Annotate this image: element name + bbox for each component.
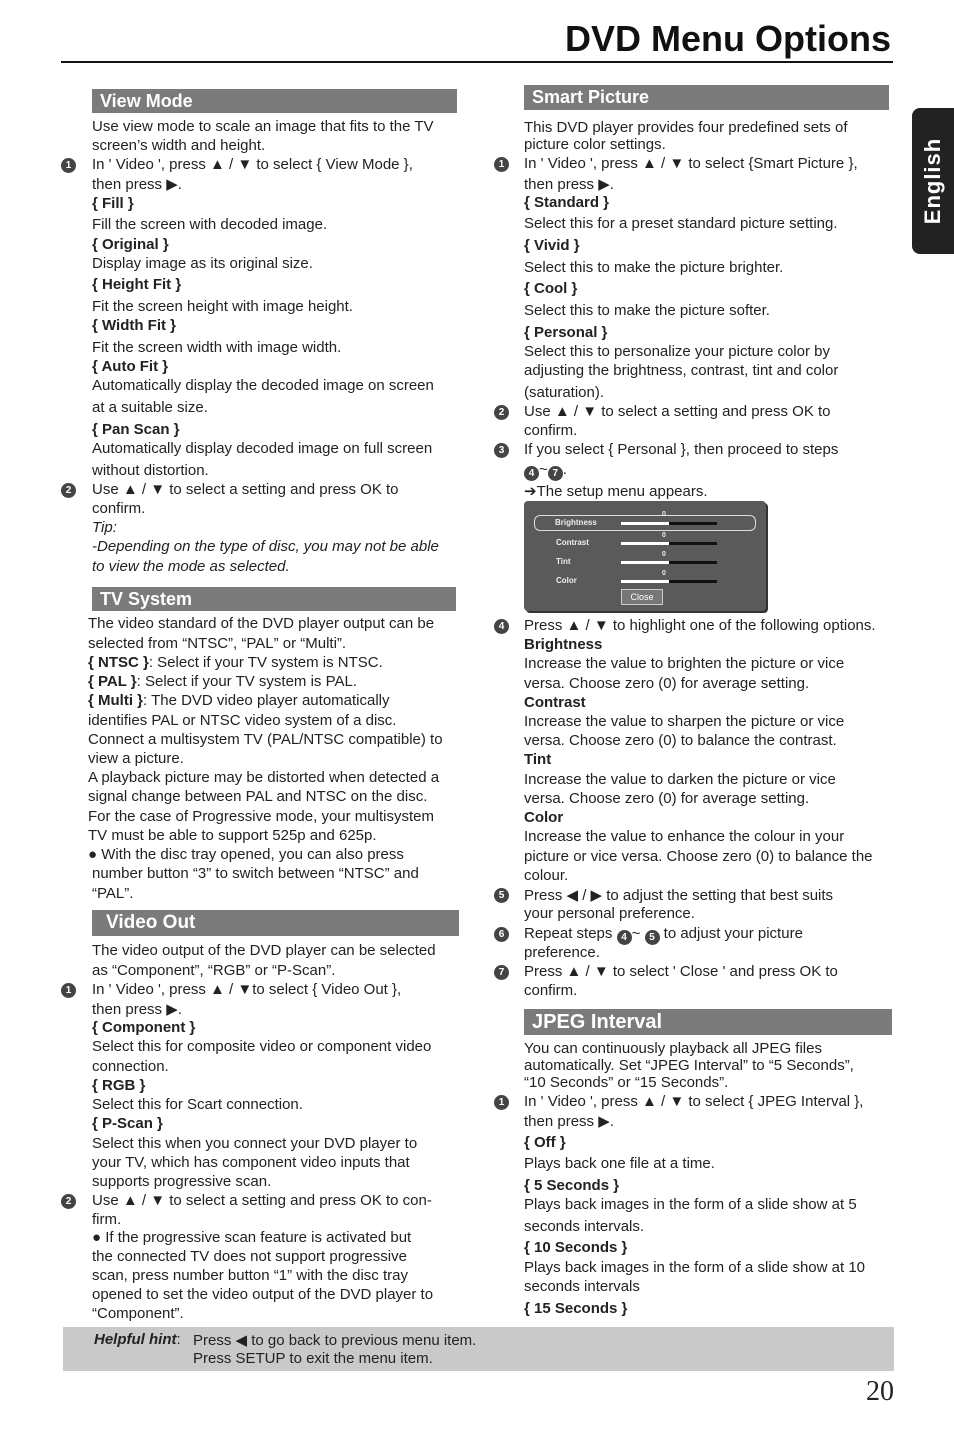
setting-color-desc-2: picture or vice versa. Choose zero (0) to balance the [524, 848, 873, 865]
video-out-step1-2: then press ▶. [92, 1001, 182, 1018]
option-auto-fit: { Auto Fit } [92, 358, 169, 375]
smart-picture-osd [524, 501, 766, 611]
video-out-step2-1: Use ▲ / ▼ to select a setting and press OK to con- [92, 1192, 432, 1209]
option-auto-fit-desc-2: at a suitable size. [92, 399, 208, 416]
page-title: DVD Menu Options [565, 18, 891, 59]
option-5-seconds-desc-2: seconds intervals. [524, 1218, 645, 1235]
tip-text-2: to view the mode as selected. [92, 558, 290, 575]
tv-system-line-3: { NTSC }: Select if your TV system is NTSC. [88, 654, 383, 671]
step-ref-4: 4 [617, 930, 632, 945]
tip-text-1: -Depending on the type of disc, you may not be able [92, 538, 439, 555]
setting-contrast: Contrast [524, 694, 586, 711]
option-pan-scan-desc-2: without distortion. [92, 462, 209, 479]
osd-bar-brightness [621, 522, 717, 525]
setting-contrast-desc-2: versa. Choose zero (0) to balance the contrast. [524, 732, 837, 749]
setting-contrast-desc-1: Increase the value to sharpen the picture or vice [524, 713, 845, 730]
osd-value-color: 0 [662, 570, 666, 577]
tv-system-line-2: selected from “NTSC”, “PAL” or “Multi”. [88, 635, 347, 652]
smart-picture-step2-2: confirm. [524, 422, 578, 439]
option-10-seconds-desc-1: Plays back images in the form of a slide show at 10 [524, 1259, 866, 1276]
step-number-2: 2 [494, 405, 509, 420]
option-10-seconds: { 10 Seconds } [524, 1239, 628, 1256]
smart-picture-step3-2: 4 ~ 7 . [524, 461, 567, 481]
tv-system-line-7: Connect a multisystem TV (PAL/NTSC compatible) to [88, 731, 443, 748]
option-personal-desc-1: Select this to personalize your picture color by [524, 343, 830, 360]
option-standard: { Standard } [524, 194, 610, 211]
step-number-6: 6 [494, 927, 509, 942]
tv-system-line-13: ● With the disc tray opened, you can also press [88, 846, 404, 863]
helpful-hint-line-2: Press SETUP to exit the menu item. [193, 1350, 433, 1367]
helpful-hint-label: Helpful hint: [94, 1331, 181, 1348]
option-rgb: { RGB } [92, 1077, 146, 1094]
step-number-7: 7 [494, 965, 509, 980]
option-auto-fit-desc-1: Automatically display the decoded image on screen [92, 377, 434, 394]
video-out-intro-1: The video output of the DVD player can be selected [92, 942, 436, 959]
osd-value-brightness: 0 [662, 511, 666, 518]
video-out-note-4: opened to set the video output of the DVD player to [92, 1286, 434, 1303]
option-15-seconds: { 15 Seconds } [524, 1300, 628, 1317]
language-tab-label: English [920, 137, 945, 225]
setting-color: Color [524, 809, 564, 826]
option-p-scan-desc-3: supports progressive scan. [92, 1173, 272, 1190]
setting-tint-desc-1: Increase the value to darken the picture or vice [524, 771, 836, 788]
tv-system-line-4: { PAL }: Select if your TV system is PAL. [88, 673, 357, 690]
setting-tint: Tint [524, 751, 552, 768]
video-out-note-1: ● If the progressive scan feature is activated but [92, 1229, 412, 1246]
jpeg-intro-1: You can continuously playback all JPEG files [524, 1040, 822, 1057]
setting-brightness: Brightness [524, 636, 603, 653]
smart-picture-step6-2: preference. [524, 944, 600, 961]
title-rule [61, 61, 893, 63]
view-mode-heading: View Mode [92, 89, 457, 113]
video-out-intro-2: as “Component”, “RGB” or “P-Scan”. [92, 962, 336, 979]
tv-system-line-1: The video standard of the DVD player output can be [88, 615, 435, 632]
step-number-5: 5 [494, 888, 509, 903]
smart-picture-step1-1: In ' Video ', press ▲ / ▼ to select {Smart Picture }, [524, 155, 858, 172]
osd-label-contrast: Contrast [556, 538, 589, 547]
option-off: { Off } [524, 1134, 566, 1151]
video-out-step2-2: firm. [92, 1211, 122, 1228]
option-personal-desc-3: (saturation). [524, 384, 605, 401]
option-10-seconds-desc-2: seconds intervals [524, 1278, 640, 1295]
view-mode-step1-1: In ' Video ', press ▲ / ▼ to select { View Mode }, [92, 156, 413, 173]
helpful-hint-line-1: Press ◀ to go back to previous menu item. [193, 1332, 477, 1349]
tv-system-line-5: { Multi }: The DVD video player automatically [88, 692, 390, 709]
jpeg-step1-1: In ' Video ', press ▲ / ▼ to select { JPEG Interval }, [524, 1093, 864, 1110]
option-original: { Original } [92, 236, 169, 253]
tv-system-line-6: identifies PAL or NTSC video system of a disc. [88, 712, 397, 729]
smart-picture-step2-1: Use ▲ / ▼ to select a setting and press OK to [524, 403, 831, 420]
smart-picture-step4: Press ▲ / ▼ to highlight one of the following options. [524, 617, 876, 634]
option-vivid-desc: Select this to make the picture brighter. [524, 259, 784, 276]
jpeg-intro-2: automatically. Set “JPEG Interval” to “5 Seconds”, [524, 1057, 854, 1074]
step-number-2: 2 [61, 1194, 76, 1209]
option-component: { Component } [92, 1019, 196, 1036]
osd-value-contrast: 0 [662, 532, 666, 539]
option-p-scan-desc-1: Select this when you connect your DVD player to [92, 1135, 418, 1152]
setup-menu-appears: ➔The setup menu appears. [524, 483, 708, 500]
tv-system-line-10: signal change between PAL and NTSC on the disc. [88, 788, 428, 805]
smart-picture-intro-1: This DVD player provides four predefined sets of [524, 119, 848, 136]
option-component-desc-1: Select this for composite video or component video [92, 1038, 432, 1055]
setting-tint-desc-2: versa. Choose zero (0) for average setting. [524, 790, 810, 807]
tip-label: Tip: [92, 519, 117, 536]
step-ref-7: 7 [548, 466, 563, 481]
tv-system-line-14: number button “3” to switch between “NTSC” and [92, 865, 419, 882]
tv-system-line-12: TV must be able to support 525p and 625p. [88, 827, 377, 844]
smart-picture-step7-1: Press ▲ / ▼ to select ' Close ' and press OK to [524, 963, 838, 980]
osd-bar-color [621, 580, 717, 583]
step-ref-5: 5 [645, 930, 660, 945]
view-mode-step2-1: Use ▲ / ▼ to select a setting and press OK to [92, 481, 399, 498]
option-personal: { Personal } [524, 324, 608, 341]
video-out-note-3: scan, press number button “1” with the disc tray [92, 1267, 408, 1284]
tv-system-line-9: A playback picture may be distorted when detected a [88, 769, 440, 786]
tv-system-line-15: “PAL”. [92, 885, 134, 902]
osd-label-color: Color [556, 576, 577, 585]
setting-brightness-desc-2: versa. Choose zero (0) for average setting. [524, 675, 810, 692]
smart-picture-step5-2: your personal preference. [524, 905, 695, 922]
page-number: 20 [866, 1376, 894, 1407]
smart-picture-step7-2: confirm. [524, 982, 578, 999]
osd-bar-contrast [621, 542, 717, 545]
step-number-2: 2 [61, 483, 76, 498]
option-width-fit: { Width Fit } [92, 317, 177, 334]
osd-row-tint [534, 553, 754, 567]
setting-color-desc-1: Increase the value to enhance the colour in your [524, 828, 845, 845]
step-number-1: 1 [494, 157, 509, 172]
option-rgb-desc: Select this for Scart connection. [92, 1096, 303, 1113]
smart-picture-step5-1: Press ◀ / ▶ to adjust the setting that best suits [524, 887, 834, 904]
smart-picture-step3-1: If you select { Personal }, then proceed to steps [524, 441, 839, 458]
video-out-note-2: the connected TV does not support progressive [92, 1248, 407, 1265]
step-ref-4: 4 [524, 466, 539, 481]
smart-picture-step6-1: Repeat steps 4 ~ 5 to adjust your picture [524, 925, 803, 943]
video-out-note-5: “Component”. [92, 1305, 184, 1322]
osd-close-button[interactable]: Close [621, 589, 663, 605]
step-number-1: 1 [61, 983, 76, 998]
option-height-fit-desc: Fit the screen height with image height. [92, 298, 353, 315]
step-number-1: 1 [61, 158, 76, 173]
option-5-seconds: { 5 Seconds } [524, 1177, 620, 1194]
option-off-desc: Plays back one file at a time. [524, 1155, 715, 1172]
osd-label-tint: Tint [556, 557, 571, 566]
tv-system-line-11: For the case of Progressive mode, your multisystem [88, 808, 434, 825]
jpeg-step1-2: then press ▶. [524, 1113, 614, 1130]
step-number-3: 3 [494, 443, 509, 458]
setting-color-desc-3: colour. [524, 867, 569, 884]
option-fill-desc: Fill the screen with decoded image. [92, 216, 328, 233]
option-fill: { Fill } [92, 195, 134, 212]
setting-brightness-desc-1: Increase the value to brighten the picture or vice [524, 655, 845, 672]
smart-picture-intro-2: picture color settings. [524, 136, 666, 153]
option-width-fit-desc: Fit the screen width with image width. [92, 339, 342, 356]
jpeg-interval-heading: JPEG Interval [524, 1009, 892, 1035]
osd-bar-tint [621, 561, 717, 564]
option-p-scan: { P-Scan } [92, 1115, 163, 1132]
helpful-hint-bar [63, 1327, 894, 1371]
option-5-seconds-desc-1: Plays back images in the form of a slide show at 5 [524, 1196, 857, 1213]
osd-value-tint: 0 [662, 551, 666, 558]
view-mode-step1-2: then press ▶. [92, 176, 182, 193]
option-cool-desc: Select this to make the picture softer. [524, 302, 770, 319]
osd-row-brightness [534, 511, 756, 531]
osd-row-contrast [534, 534, 754, 548]
option-cool: { Cool } [524, 280, 578, 297]
option-component-desc-2: connection. [92, 1058, 169, 1075]
smart-picture-step1-2: then press ▶. [524, 176, 614, 193]
option-pan-scan: { Pan Scan } [92, 421, 180, 438]
tv-system-heading: TV System [92, 587, 456, 611]
view-mode-step2-2: confirm. [92, 500, 146, 517]
jpeg-intro-3: “10 Seconds” or “15 Seconds”. [524, 1074, 729, 1091]
osd-row-color [534, 572, 754, 586]
option-personal-desc-2: adjusting the brightness, contrast, tint and color [524, 362, 839, 379]
view-mode-intro-2: screen’s width and height. [92, 137, 266, 154]
smart-picture-heading: Smart Picture [524, 85, 889, 110]
step-number-4: 4 [494, 619, 509, 634]
option-pan-scan-desc-1: Automatically display decoded image on full screen [92, 440, 433, 457]
tv-system-line-8: view a picture. [88, 750, 184, 767]
language-tab [912, 108, 954, 254]
option-standard-desc: Select this for a preset standard picture setting. [524, 215, 838, 232]
step-number-1: 1 [494, 1095, 509, 1110]
option-p-scan-desc-2: your TV, which has component video inputs that [92, 1154, 410, 1171]
view-mode-intro-1: Use view mode to scale an image that fits to the TV [92, 118, 434, 135]
video-out-step1-1: In ' Video ', press ▲ / ▼to select { Video Out }, [92, 981, 402, 998]
option-original-desc: Display image as its original size. [92, 255, 313, 272]
option-vivid: { Vivid } [524, 237, 580, 254]
osd-label-brightness: Brightness [555, 518, 597, 527]
option-height-fit: { Height Fit } [92, 276, 182, 293]
video-out-heading: Video Out [92, 910, 459, 936]
